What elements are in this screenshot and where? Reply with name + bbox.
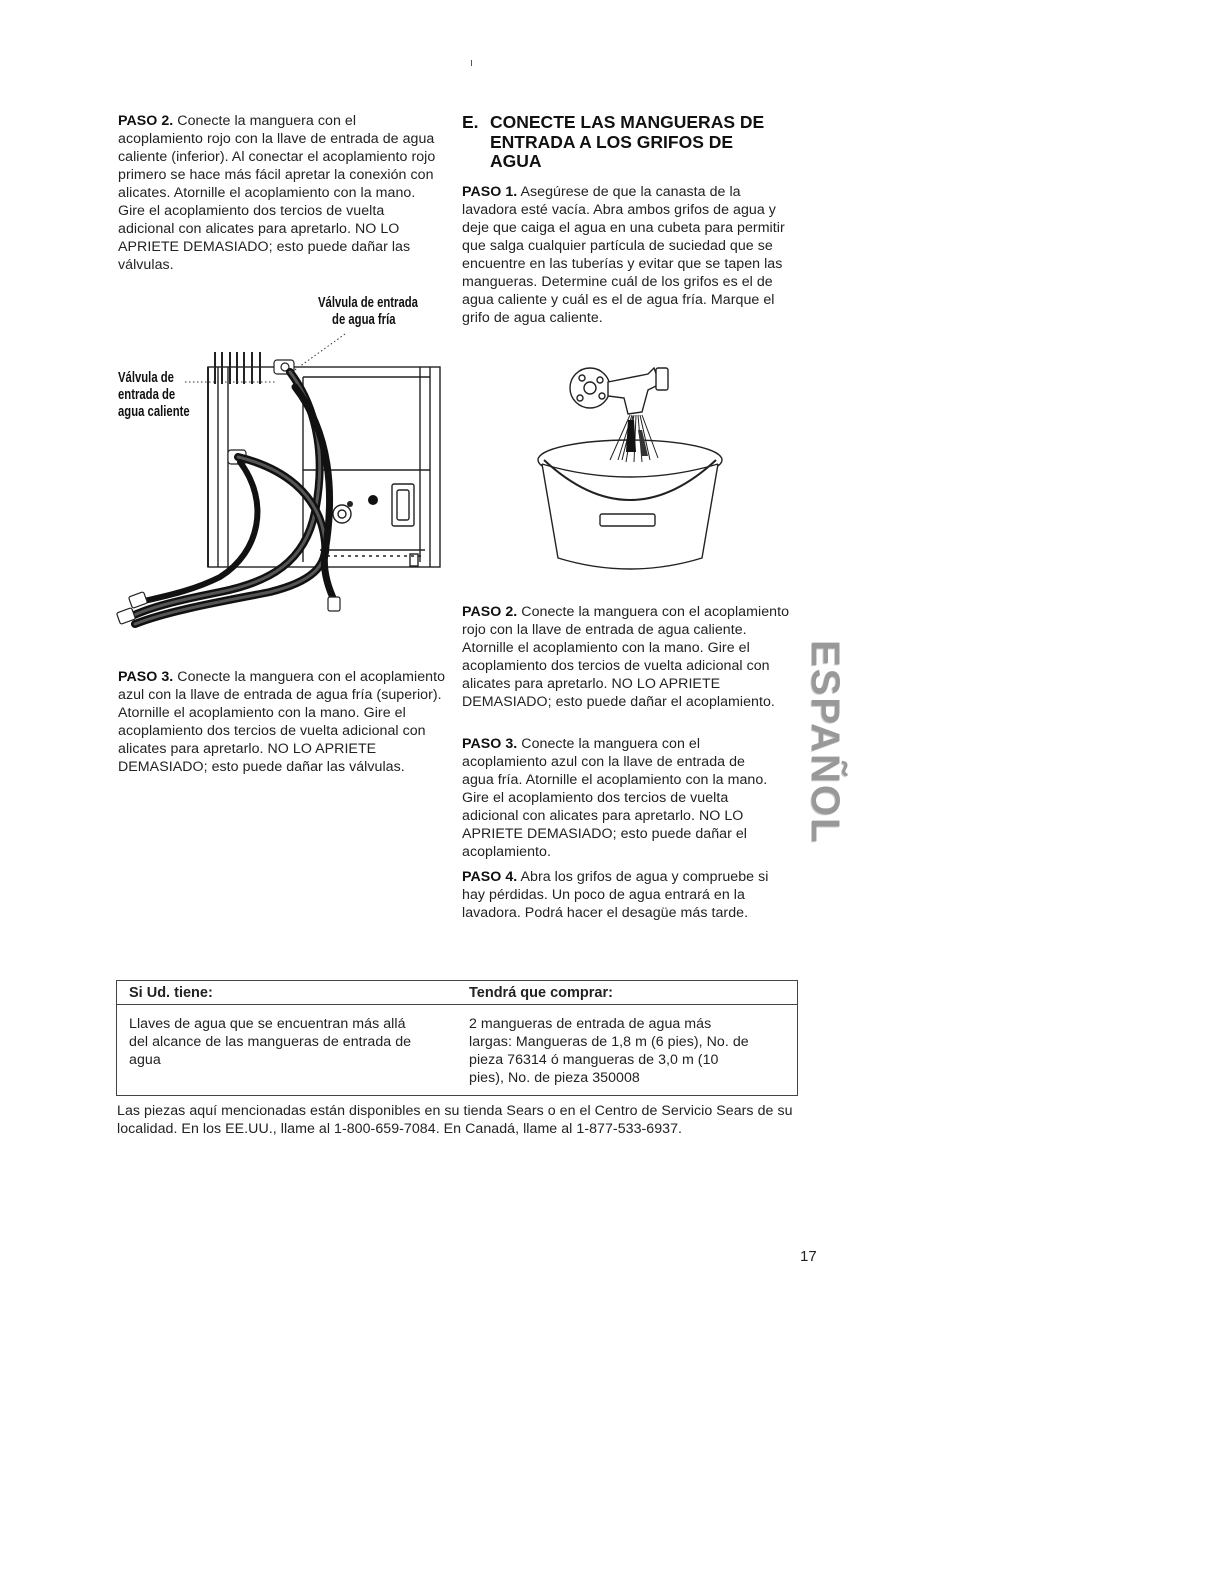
right-paso1-label: PASO 1. [462, 184, 518, 200]
table-header-divider [117, 1004, 797, 1005]
right-paso4-label: PASO 4. [462, 869, 518, 885]
left-paso2-label: PASO 2. [118, 113, 174, 129]
washer-back-diagram [110, 292, 460, 642]
right-paso4-text: Abra los grifos de agua y compruebe si hay pérdidas. Un poco de agua entrará en la lavadora. Podrá hacer el desagüe más tarde. [462, 869, 769, 921]
right-paso1-paragraph [462, 183, 787, 327]
hot-valve-callout [118, 370, 190, 421]
cold-callout-line1: Válvula de entrada [318, 295, 418, 311]
right-paso3-paragraph [462, 735, 772, 861]
cold-valve-callout [318, 295, 418, 329]
right-paso4-paragraph [462, 868, 792, 922]
faucet-bucket-drawing [530, 360, 730, 585]
left-paso3-label: PASO 3. [118, 669, 174, 685]
page-number: 17 [800, 1248, 817, 1265]
table-cell-col2: 2 mangueras de entrada de agua más largas: Mangueras de 1,8 m (6 pies), No. de pieza 76314 ó mangueras de 3,0 m (10 pies), No. de pieza 350008 [469, 1016, 749, 1086]
left-paso3-paragraph [118, 668, 448, 776]
section-heading [462, 113, 782, 172]
hot-callout-line2: entrada de [118, 387, 176, 403]
right-paso3-text: Conecte la manguera con el acoplamiento azul con la llave de entrada de agua fría. Atornille el acoplamiento con la mano. Gire el acoplamiento dos tercios de vuelta adicional con alicates para apretarlo. NO LO APRIETE DEMASIADO; esto puede dañar el acoplamiento. [462, 736, 768, 860]
right-paso2-label: PASO 2. [462, 604, 518, 620]
washer-hose-illustration [110, 292, 460, 642]
language-side-tab: ESPAÑOL [803, 640, 847, 845]
table-header-col2: Tendrá que comprar: [469, 985, 613, 1001]
cold-callout-line2: de agua fría [332, 312, 396, 328]
parts-availability-note: Las piezas aquí mencionadas están disponibles en su tienda Sears o en el Centro de Servicio Sears de su localidad. En los EE.UU., llame al 1-800-659-7084. En Canadá, llame al 1-877-533-6937. [117, 1103, 793, 1137]
section-heading-letter: E. [462, 112, 479, 132]
section-heading-text: CONECTE LAS MANGUERAS DE ENTRADA A LOS GRIFOS DE AGUA [490, 112, 765, 171]
table-header-col1: Si Ud. tiene: [129, 985, 213, 1001]
hot-callout-line1: Válvula de [118, 370, 174, 386]
faucet-bucket-illustration [530, 360, 730, 585]
parts-table [116, 980, 798, 1096]
left-paso3-text: Conecte la manguera con el acoplamiento azul con la llave de entrada de agua fría (superior). Atornille el acoplamiento con la mano. Gire el acoplamiento dos tercios de vuelta adicional con alicates para apretarlo. NO LO APRIETE DEMASIADO; esto puede dañar las válvulas. [118, 669, 446, 775]
left-paso2-text: Conecte la manguera con el acoplamiento rojo con la llave de entrada de agua caliente (inferior). Al conectar el acoplamiento rojo primero se hace más fácil apretar la conexión con alicates. Atornille el acoplamiento con la mano. Gire el acoplamiento dos tercios de vuelta adicional con alicates para apretarlo. NO LO APRIETE DEMASIADO; esto puede dañar las válvulas. [118, 113, 436, 273]
right-paso1-text: Asegúrese de que la canasta de la lavadora esté vacía. Abra ambos grifos de agua y deje que caiga el agua en una cubeta para permitir que salga cualquier partícula de suciedad que se encuentre en las tuberías y evitar que se tapen las mangueras. Determine cuál de los grifos es el de agua caliente y cuál es el de agua fría. Marque el grifo de agua caliente. [462, 184, 785, 326]
top-tick-mark [471, 60, 472, 66]
left-paso2-paragraph [118, 112, 443, 274]
washer-knob [368, 495, 378, 505]
table-cell-col1: Llaves de agua que se encuentran más allá del alcance de las mangueras de entrada de agua [129, 1016, 412, 1068]
right-paso2-paragraph [462, 603, 792, 711]
hot-callout-line3: agua caliente [118, 404, 190, 420]
washer-dot [347, 501, 353, 507]
right-paso3-label: PASO 3. [462, 736, 518, 752]
right-paso2-text: Conecte la manguera con el acoplamiento rojo con la llave de entrada de agua caliente. Atornille el acoplamiento con la mano. Gire el acoplamiento dos tercios de vuelta adicional con alicates para apretarlo. NO LO APRIETE DEMASIADO; esto puede dañar el acoplamiento. [462, 604, 790, 710]
